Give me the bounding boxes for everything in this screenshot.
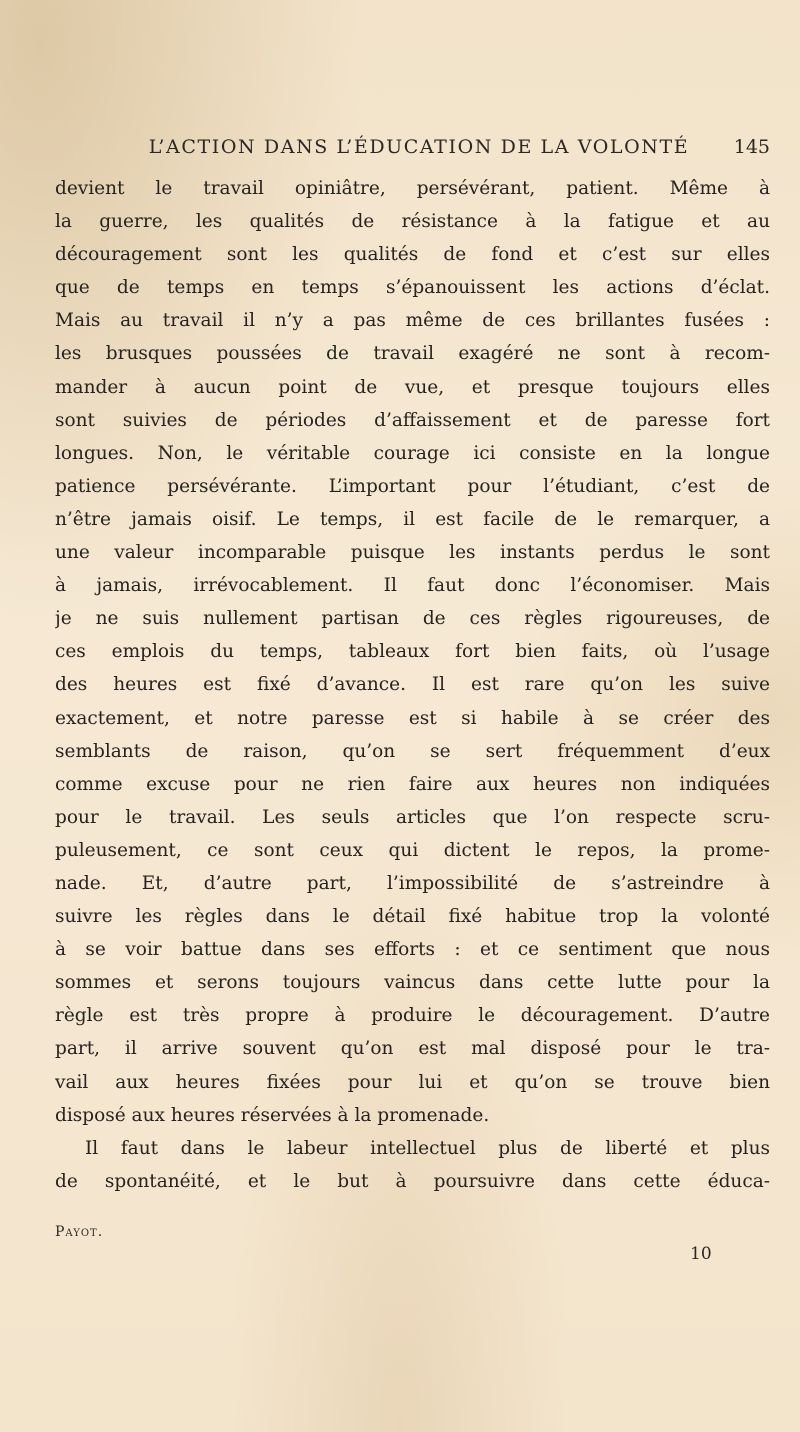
text-line: nade. Et, d’autre part, l’impossibilité de s’astreindre à <box>55 872 770 894</box>
text-line: part, il arrive souvent qu’on est mal disposé pour le tra- <box>55 1038 770 1060</box>
text-line: comme excuse pour ne rien faire aux heures non indiquées <box>55 773 770 795</box>
publisher-name: Payot. <box>55 1224 104 1240</box>
text-line: vail aux heures fixées pour lui et qu’on se trouve bien <box>55 1071 770 1093</box>
text-line: de spontanéité, et le but à poursuivre dans cette éduca- <box>55 1170 770 1192</box>
chapter-title: L’ACTION DANS L’ÉDUCATION DE LA VOLONTÉ <box>148 136 690 158</box>
body-text <box>55 172 770 1198</box>
text-line: que de temps en temps s’épanouissent les actions d’éclat. <box>55 277 770 299</box>
text-line: patience persévérante. L’important pour l’étudiant, c’est de <box>55 475 770 497</box>
text-line: je ne suis nullement partisan de ces règles rigoureuses, de <box>55 608 770 630</box>
page-number: 145 <box>733 136 770 158</box>
text-line: ces emplois du temps, tableaux fort bien faits, où l’usage <box>55 641 770 663</box>
text-line: découragement sont les qualités de fond et c’est sur elles <box>55 244 770 266</box>
text-line-paragraph-start: Il faut dans le labeur intellectuel plus de liberté et plus <box>85 1137 770 1159</box>
text-line: longues. Non, le véritable courage ici consiste en la longue <box>55 442 770 464</box>
text-line-paragraph-end: disposé aux heures réservées à la promenade. <box>55 1104 490 1126</box>
text-line: des heures est fixé d’avance. Il est rare qu’on les suive <box>55 674 770 696</box>
text-line: mander à aucun point de vue, et presque toujours elles <box>55 376 770 398</box>
text-line: pour le travail. Les seuls articles que l’on respecte scru- <box>55 806 770 828</box>
text-line: exactement, et notre paresse est si habile à se créer des <box>55 707 770 729</box>
text-line: puleusement, ce sont ceux qui dictent le repos, la prome- <box>55 839 770 861</box>
text-line: n’être jamais oisif. Le temps, il est facile de le remarquer, a <box>55 508 770 530</box>
running-head <box>119 129 770 165</box>
text-line: la guerre, les qualités de résistance à la fatigue et au <box>55 211 770 233</box>
text-line: suivre les règles dans le détail fixé habitue trop la volonté <box>55 906 770 928</box>
text-line: à se voir battue dans ses efforts : et ce sentiment que nous <box>55 939 770 961</box>
text-line: devient le travail opiniâtre, persévérant, patient. Même à <box>55 178 770 199</box>
text-line: sommes et serons toujours vaincus dans cette lutte pour la <box>55 972 770 994</box>
text-line: semblants de raison, qu’on se sert fréquemment d’eux <box>55 740 770 762</box>
text-line: Mais au travail il n’y a pas même de ces brillantes fusées : <box>55 310 770 332</box>
signature-mark: 10 <box>690 1244 712 1264</box>
text-line: à jamais, irrévocablement. Il faut donc l’économiser. Mais <box>55 575 770 597</box>
text-line: sont suivies de périodes d’affaissement et de paresse fort <box>55 409 770 431</box>
publisher-imprint <box>55 1224 103 1240</box>
text-line: règle est très propre à produire le découragement. D’autre <box>55 1005 770 1027</box>
text-line: les brusques poussées de travail exagéré ne sont à recom- <box>55 343 770 365</box>
text-line: une valeur incomparable puisque les instants perdus le sont <box>55 542 770 564</box>
